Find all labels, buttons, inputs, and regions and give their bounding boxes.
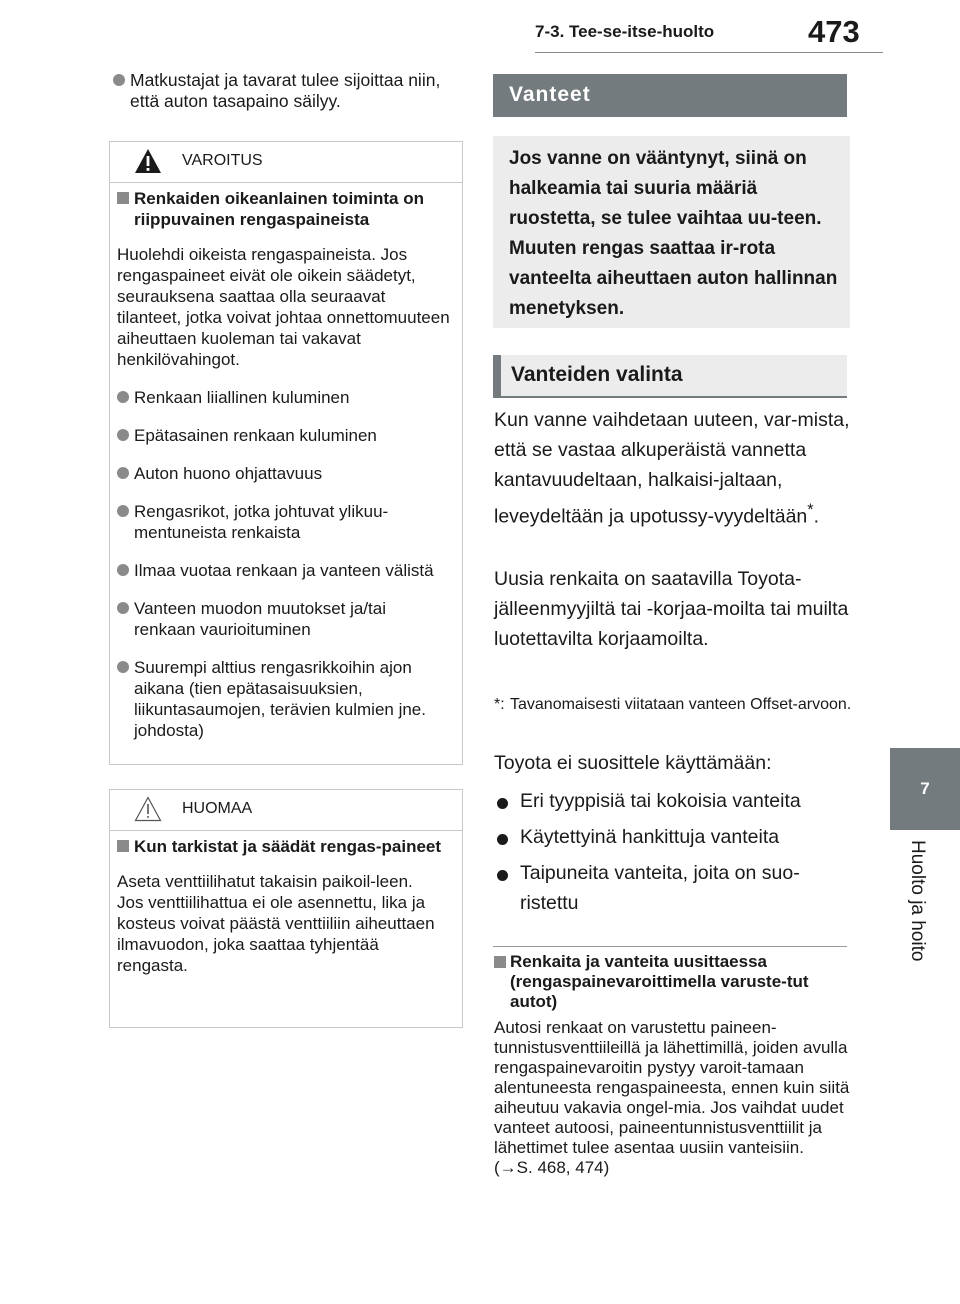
footnote: [494, 692, 854, 718]
list-item-text: Käytettyinä hankittuja vanteita: [520, 826, 780, 848]
bullet-icon: [117, 505, 129, 517]
not-recommended-intro: Toyota ei suosittele käyttämään:: [494, 752, 772, 774]
list-item: [494, 786, 854, 816]
notice-box: [109, 789, 463, 1028]
list-item: [117, 657, 452, 741]
list-item: [117, 560, 452, 581]
list-item-text: Rengasrikot, jotka johtuvat ylikuu-mentuneista renkaista: [134, 502, 389, 542]
notice-body: [117, 836, 452, 976]
notice-heading-text: Kun tarkistat ja säädät rengas-paineet: [134, 837, 442, 856]
warning-box: [109, 141, 463, 765]
caution-triangle-icon: [134, 796, 162, 822]
square-bullet-icon: [494, 956, 506, 968]
warning-heading-text: Renkaiden oikeanlainen toiminta on riippuvainen rengaspaineista: [134, 189, 424, 229]
list-item: [494, 822, 854, 852]
bullet-icon: [117, 467, 129, 479]
notice-paragraph-1: Aseta venttiilihatut takaisin paikoil-leen.: [117, 872, 413, 891]
list-item: [117, 463, 452, 484]
list-item-text: Taipuneita vanteita, joita on suo-ristettu: [520, 862, 800, 914]
intro-text: Matkustajat ja tavarat tulee sijoittaa niin, että auton tasapaino säilyy.: [130, 70, 441, 111]
page-number: 473: [808, 14, 860, 49]
selection-paragraph-1: Kun vanne vaihdetaan uuteen, var-mista, että se vastaa alkuperäistä vannetta kantavuudeltaan, halkaisi-jaltaan, leveydeltään ja upotussy-vyydeltään*.: [494, 409, 850, 528]
list-item: [117, 501, 452, 543]
wheels-callout: Jos vanne on vääntynyt, siinä on halkeamia tai suuria määriä ruostetta, se tulee vaihtaa uu-teen. Muuten rengas saattaa ir-rota vanteelta aiheuttaen auton hallinnan menetyksen.: [493, 136, 850, 328]
tpms-block: [494, 952, 850, 1178]
section-divider: [493, 946, 847, 947]
bullet-icon: [117, 602, 129, 614]
tpms-reference[interactable]: (→S. 468, 474): [494, 1158, 610, 1177]
intro-bullet: [113, 70, 463, 112]
warning-triangle-icon: [134, 148, 162, 174]
bullet-icon: [117, 391, 129, 403]
list-item: [494, 858, 834, 918]
list-item: [117, 425, 452, 446]
list-item-text: Eri tyyppisiä tai kokoisia vanteita: [520, 790, 801, 812]
bullet-icon: [497, 870, 508, 881]
section-title: 7-3. Tee-se-itse-huolto: [535, 22, 715, 41]
square-bullet-icon: [117, 840, 129, 852]
list-item-text: Suurempi alttius rengasrikkoihin ajon aikana (tien epätasaisuuksien, liikuntasaumojen, terävien kulmien jne. johdosta): [134, 658, 426, 740]
footnote-marker: *: [807, 501, 814, 519]
bullet-icon: [117, 564, 129, 576]
warning-header: [110, 142, 462, 183]
tpms-paragraph: Autosi renkaat on varustettu paineen-tunnistusventtiileillä ja lähettimillä, joiden avulla rengaspainevaroitin pystyy varoit-tamaan alentuneesta rengaspaineesta, ennen kuin siitä aiheutuu vakavia ongel-mia. Jos vaihdat uudet vanteet autoosi, paineentunnistusventtiilit ja lähettimet tulee asentaa uusiin vanteisiin.: [494, 1018, 850, 1157]
chapter-label: Huolto ja hoito: [907, 840, 928, 962]
bullet-icon: [497, 798, 508, 809]
list-item-text: Ilmaa vuotaa renkaan ja vanteen välistä: [134, 561, 434, 580]
selection-paragraph-1-text: Kun vanne vaihdetaan uuteen, var-mista, että se vastaa alkuperäistä vannetta kantavuudeltaan, halkaisi-jaltaan, leveydeltään ja upotussy-vyydeltään: [494, 409, 850, 528]
list-item: [117, 598, 452, 640]
square-bullet-icon: [117, 192, 129, 204]
chapter-tab[interactable]: 7: [890, 748, 960, 830]
footnote-text: Tavanomaisesti viitataan vanteen Offset-arvoon.: [510, 696, 852, 713]
list-item-text: Epätasainen renkaan kuluminen: [134, 426, 377, 445]
notice-title: HUOMAA: [182, 800, 253, 817]
header-divider: [535, 52, 883, 53]
tpms-heading: [494, 952, 850, 1012]
warning-title: VAROITUS: [182, 152, 263, 169]
notice-header: [110, 790, 462, 831]
notice-paragraph-2: Jos venttiilihattua ei ole asennettu, lika ja kosteus voivat päästä venttiiliin aiheuttaen ilmavuodon, joka saattaa tyhjentää rengasta.: [117, 893, 435, 975]
notice-heading: [117, 836, 452, 857]
list-item-text: Vanteen muodon muutokset ja/tai renkaan vaurioituminen: [134, 599, 387, 639]
warning-body: [117, 188, 452, 741]
bullet-icon: [117, 429, 129, 441]
list-item: [117, 387, 452, 408]
selection-heading: Vanteiden valinta: [493, 355, 847, 398]
bullet-icon: [117, 661, 129, 673]
selection-paragraph-2: Uusia renkaita on saatavilla Toyota-jälleenmyyjiltä tai -korjaa-moilta tai muilta luotettavilta korjaamoilta.: [494, 568, 849, 650]
list-item-text: Auton huono ohjattavuus: [134, 464, 323, 483]
bullet-icon: [113, 74, 125, 86]
wheels-heading: Vanteet: [493, 74, 847, 117]
warning-paragraph: Huolehdi oikeista rengaspaineista. Jos rengaspaineet eivät ole oikein säädetyt, seurauksena saattaa olla seuraavat tilanteet, jotka voivat johtaa onnettomuuteen aiheuttaen kuoleman tai vakavat henkilövahingot.: [117, 245, 450, 369]
bullet-icon: [497, 834, 508, 845]
tpms-heading-text: Renkaita ja vanteita uusittaessa (rengaspainevaroittimella varuste-tut autot): [510, 952, 809, 1011]
list-item-text: Renkaan liiallinen kuluminen: [134, 388, 350, 407]
footnote-label: *:: [494, 696, 505, 713]
warning-heading: [117, 188, 452, 230]
